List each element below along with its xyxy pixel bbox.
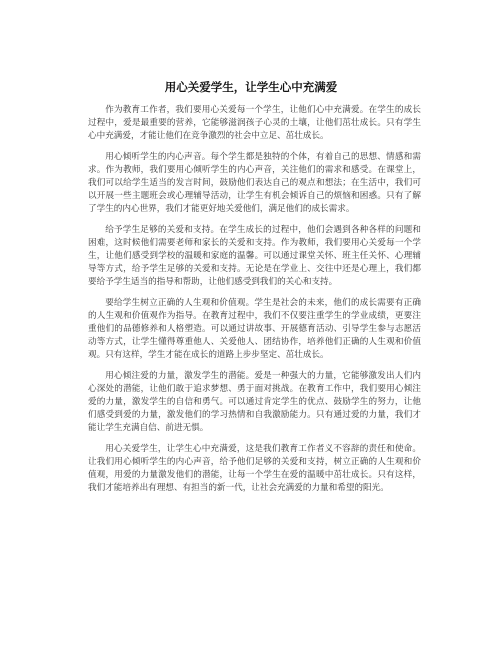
- paragraph-6: 用心关爱学生，让学生心中充满爱，这是我们教育工作者义不容辞的责任和使命。让我们用心倾听学生的内心声音，给予他们足够的关爱和支持，树立正确的人生观和价值观，用爱的力量激发他们的潜能，让每一个学生在爱的温暖中茁壮成长。只有这样，我们才能培养出有理想、有担当的新一代，让社会充满爱的力量和希望的阳光。: [88, 443, 421, 494]
- document-title: 用心关爱学生，让学生心中充满爱: [164, 80, 338, 94]
- document-body: [88, 104, 421, 502]
- paragraph-2: 用心倾听学生的内心声音。每个学生都是独特的个体，有着自己的思想、情感和需求。作为教师，我们要用心倾听学生的内心声音，关注他们的需求和感受。在课堂上，我们可以给学生适当的发言时间，鼓励他们表达自己的观点和想法；在生活中，我们可以开展一些主题班会或心理辅导活动，让学生有机会倾诉自己的烦恼和困惑。只有了解了学生的内心世界，我们才能更好地关爱他们，满足他们的成长需求。: [88, 151, 421, 215]
- paragraph-4: 要给学生树立正确的人生观和价值观。学生是社会的未来，他们的成长需要有正确的人生观和价值观作为指导。在教育过程中，我们不仅要注重学生的学业成绩，更要注重他们的品德修养和人格塑造。可以通过讲故事、开展德育活动、引导学生参与志愿活动等方式，让学生懂得尊重他人、关爱他人、团结协作，培养他们正确的人生观和价值观。只有这样，学生才能在成长的道路上步步坚定、茁壮成长。: [88, 297, 421, 361]
- paragraph-3: 给予学生足够的关爱和支持。在学生成长的过程中，他们会遇到各种各样的问题和困难，这时候他们需要老师和家长的关爱和支持。作为教师，我们要用心关爱每一个学生，让他们感受到学校的温暖和家庭的温馨。可以通过课堂关怀、班主任关怀、心理辅导等方式，给予学生足够的关爱和支持。无论是在学业上、交往中还是心理上，我们都要给予学生适当的指导和帮助，让他们感受到我们的关心和支持。: [88, 224, 421, 288]
- paragraph-5: 用心倾注爱的力量，激发学生的潜能。爱是一种强大的力量，它能够激发出人们内心深处的潜能，让他们敢于追求梦想、勇于面对挑战。在教育工作中，我们要用心倾注爱的力量，激发学生的自信和勇气。可以通过肯定学生的优点、鼓励学生的努力，让他们感受到爱的力量，激发他们的学习热情和自我激励能力。只有通过爱的力量，我们才能让学生充满自信、前进无惧。: [88, 370, 421, 434]
- paragraph-1: 作为教育工作者，我们要用心关爱每一个学生，让他们心中充满爱。在学生的成长过程中，爱是最重要的营养，它能够滋润孩子心灵的土壤，让他们茁壮成长。只有学生心中充满爱，才能让他们在竞争激烈的社会中立足、茁壮成长。: [88, 105, 421, 142]
